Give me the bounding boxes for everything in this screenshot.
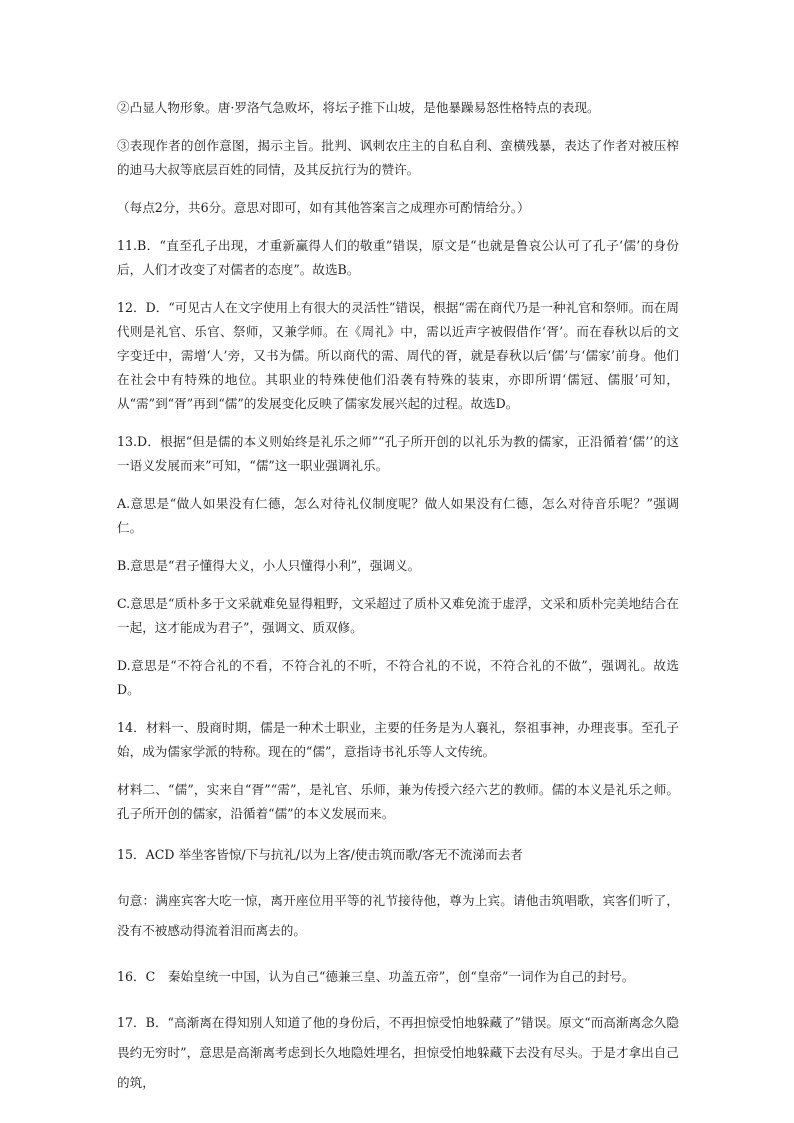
- answer-13-option-d: D.意思是“不符合礼的不看，不符合礼的不听，不符合礼的不说，不符合礼的不做”，强调礼。故选D。: [117, 658, 679, 697]
- answer-14-material-1: 14．材料一、殷商时期，儒是一种术士职业，主要的任务是为人襄礼，祭祖事神，办理丧事。至孔子始，成为儒家学派的特称。现在的“儒”，意指诗书礼乐等人文传统。: [117, 720, 679, 759]
- answer-13-option-a: A.意思是“做人如果没有仁德，怎么对待礼仪制度呢？做人如果没有仁德，怎么对待音乐呢？”强调仁。: [117, 496, 679, 535]
- answer-point-3: ③表现作者的创作意图，揭示主旨。批判、讽刺农庄主的自私自利、蛮横残暴，表达了作者对被压榨的迪马大叔等底层百姓的同情，及其反抗行为的赞许。: [117, 138, 679, 177]
- answer-14-material-2: 材料二、“儒”，实来自“胥”“需”，是礼官、乐师，兼为传授六经六艺的教师。儒的本义是礼乐之师。孔子所开创的儒家，沿循着“儒”的本义发展而来。: [117, 782, 679, 821]
- answer-15-translation: 句意：满座宾客大吃一惊，离开座位用平等的礼节接待他，尊为上宾。请他击筑唱歌，宾客们听了，没有不被感动得流着泪而离去的。: [117, 893, 679, 938]
- scoring-note: （每点2分，共6分。意思对即可，如有其他答案言之成理亦可酌情给分。）: [117, 200, 530, 215]
- answer-16: 16．C 秦始皇统一中国，认为自己“德兼三皇、功盖五帝”，创“皇帝”一词作为自己的封号。: [117, 969, 635, 984]
- answer-text-body: [117, 96, 679, 1114]
- answer-13-option-c: C.意思是“质朴多于文采就难免显得粗野，文采超过了质朴又难免流于虚浮，文采和质朴完美地结合在一起，这才能成为君子”，强调文、质双修。: [117, 596, 679, 635]
- answer-12: 12．D．“可见古人在文字使用上有很大的灵活性”错误，根据“需在商代乃是一种礼官和祭师。而在周代则是礼官、乐官、祭师，又兼学师。在《周礼》中，需以近声字被假借作‘胥’。而在春秋以后的文字变迁中，需增‘人’旁，又书为儒。所以商代的需、周代的胥，就是春秋以后‘儒’与‘儒家’前身。他们在社会中有特殊的地位。其职业的特殊使他们沿袭有特殊的装束，亦即所谓‘儒冠、儒服’可知，从“需”到“胥”再到“儒”的发展变化反映了儒家发展兴起的过程。故选D。: [117, 300, 679, 411]
- answer-11: 11.B．“直至孔子出现，才重新赢得人们的敬重”错误，原文是“也就是鲁哀公认可了孔子‘儒’的身份后，人们才改变了对儒者的态度”。故选B。: [117, 238, 679, 277]
- answer-13: 13.D．根据“但是儒的本义则始终是礼乐之师”“孔子所开创的以礼乐为教的儒家，正沿循着‘儒’’的这一语义发展而来”可知，“儒”这一职业强调礼乐。: [117, 434, 679, 473]
- answer-15: 15．ACD 举坐客皆惊/下与抗礼/以为上客/使击筑而歌/客无不流涕而去者: [117, 847, 523, 862]
- answer-point-2: ②凸显人物形象。唐·罗洛气急败坏，将坛子推下山坡，是他暴躁易怒性格特点的表现。: [117, 100, 600, 115]
- answer-13-option-b: B.意思是“君子懂得大义，小人只懂得小利”，强调义。: [117, 558, 421, 573]
- answer-17: 17．B．“高渐离在得知别人知道了他的身份后，不再担惊受怕地躲藏了”错误。原文“而高渐离念久隐畏约无穷时”，意思是高渐离考虑到长久地隐姓埋名，担惊受怕地躲藏下去没有尽头。于是才拿出自己的筑，: [117, 1015, 679, 1090]
